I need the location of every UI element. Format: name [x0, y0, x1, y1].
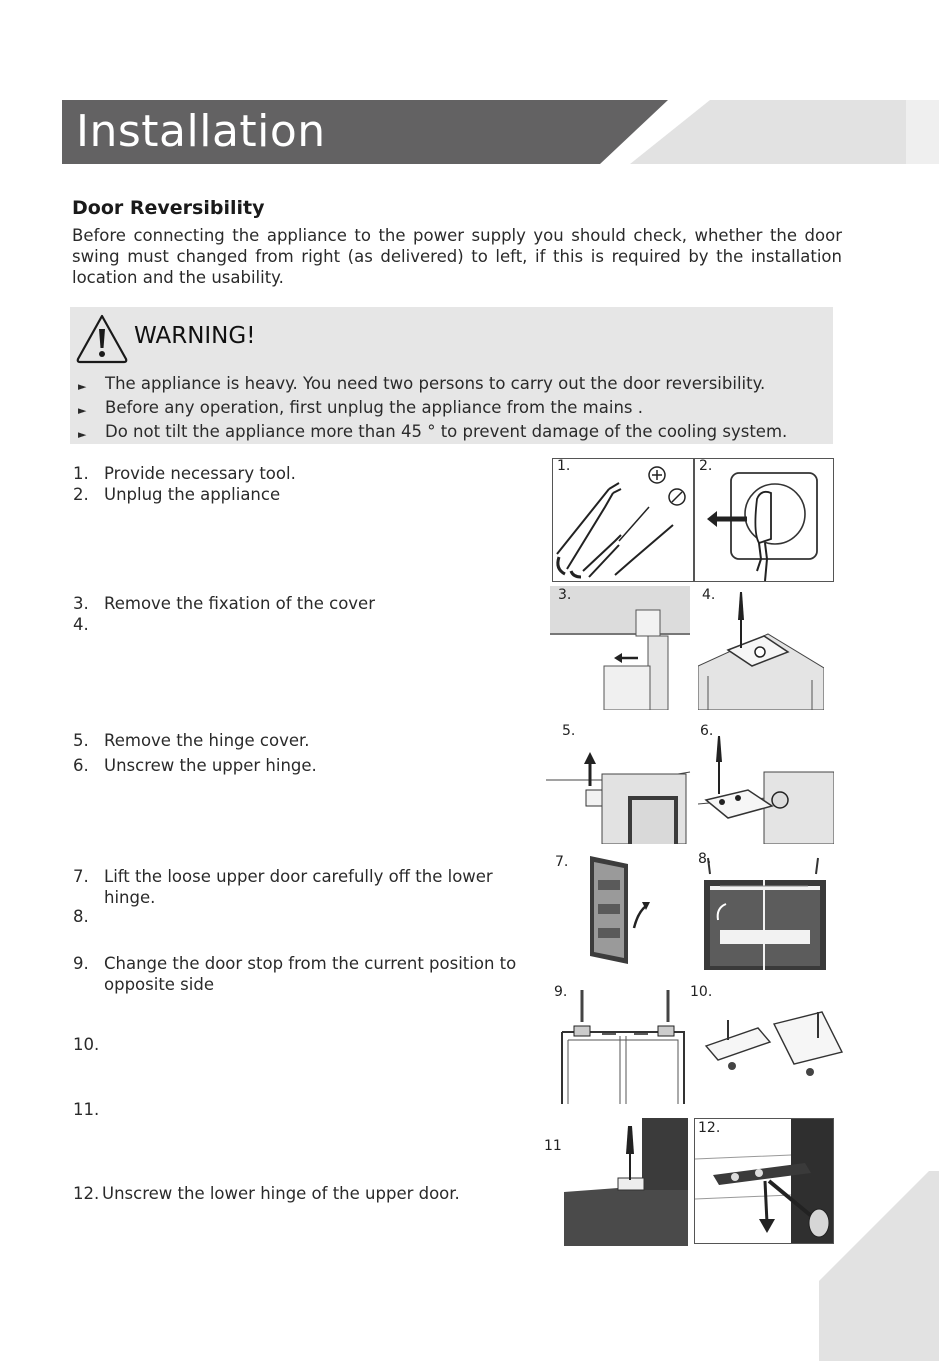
page-corner-decoration: [819, 1171, 939, 1361]
hinge-cover-illustration: [546, 722, 692, 844]
door-stop-illustration: [696, 850, 832, 974]
tools-illustration: [553, 459, 693, 581]
unplug-illustration: [695, 459, 833, 581]
unscrew-lower-hinge-illustration: [695, 1119, 833, 1243]
warning-box: [70, 307, 833, 444]
step-11: 11.: [73, 1100, 100, 1119]
figure-5-hinge-cover: 5.: [546, 722, 692, 844]
cover-fixation-illustration: [550, 586, 690, 710]
warning-item: ► The appliance is heavy. You need two persons to carry out the door reversibility.: [78, 373, 787, 397]
unscrew-cover-illustration: [698, 586, 824, 710]
warning-item: ► Do not tilt the appliance more than 45 ° to prevent damage of the cooling system.: [78, 421, 787, 445]
bullet-arrow-icon: ►: [78, 404, 87, 417]
page-title: Installation: [76, 106, 326, 157]
upper-hinge-illustration: [698, 722, 834, 844]
warning-title: WARNING!: [134, 323, 256, 349]
step-2: 2. Unplug the appliance: [73, 485, 281, 504]
intro-paragraph: Before connecting the appliance to the power supply you should check, whether the door swing must changed from right (as delivered) to left, if this is required by the installation location and the usability.: [72, 226, 842, 287]
step-12: 12. Unscrew the lower hinge of the upper door.: [73, 1184, 460, 1203]
step-9: 9. Change the door stop from the current position to opposite side: [73, 954, 517, 994]
figure-12-unscrew-lower-hinge: 12.: [694, 1118, 834, 1244]
step-7: 7. Lift the loose upper door carefully off the lower hinge.: [73, 867, 493, 907]
step-6: 6. Unscrew the upper hinge.: [73, 756, 317, 775]
warning-triangle-icon: [74, 311, 130, 365]
step-1: 1. Provide necessary tool.: [73, 464, 296, 483]
lift-door-illustration: [552, 850, 692, 974]
swap-hinges-illustration: [552, 982, 692, 1104]
figure-6-upper-hinge: 6.: [698, 722, 834, 844]
warning-list: [78, 373, 787, 445]
figure-11-lower-hinge: 11: [542, 1118, 690, 1246]
step-4: 4.: [73, 615, 89, 634]
step-8: 8.: [73, 907, 89, 926]
figure-4-unscrew-cover: 4.: [698, 586, 824, 710]
step-5: 5. Remove the hinge cover.: [73, 731, 310, 750]
step-3: 3. Remove the fixation of the cover: [73, 594, 375, 613]
lower-hinge-illustration: [542, 1118, 690, 1246]
warning-item: ► Before any operation, first unplug the appliance from the mains .: [78, 397, 787, 421]
figure-3-cover-fixation: 3.: [550, 586, 690, 710]
bullet-arrow-icon: ►: [78, 428, 87, 441]
figure-10-hinge-parts: 10.: [688, 982, 844, 1082]
section-title: Door Reversibility: [72, 197, 265, 219]
bullet-arrow-icon: ►: [78, 380, 87, 393]
figure-1-tools: 1.: [552, 458, 694, 582]
figure-8-door-stop: 8.: [696, 850, 832, 974]
figure-7-lift-door: 7.: [552, 850, 692, 974]
step-10: 10.: [73, 1035, 100, 1054]
figure-2-unplug: 2.: [694, 458, 834, 582]
figure-9-swap-hinges: 9.: [552, 982, 692, 1104]
